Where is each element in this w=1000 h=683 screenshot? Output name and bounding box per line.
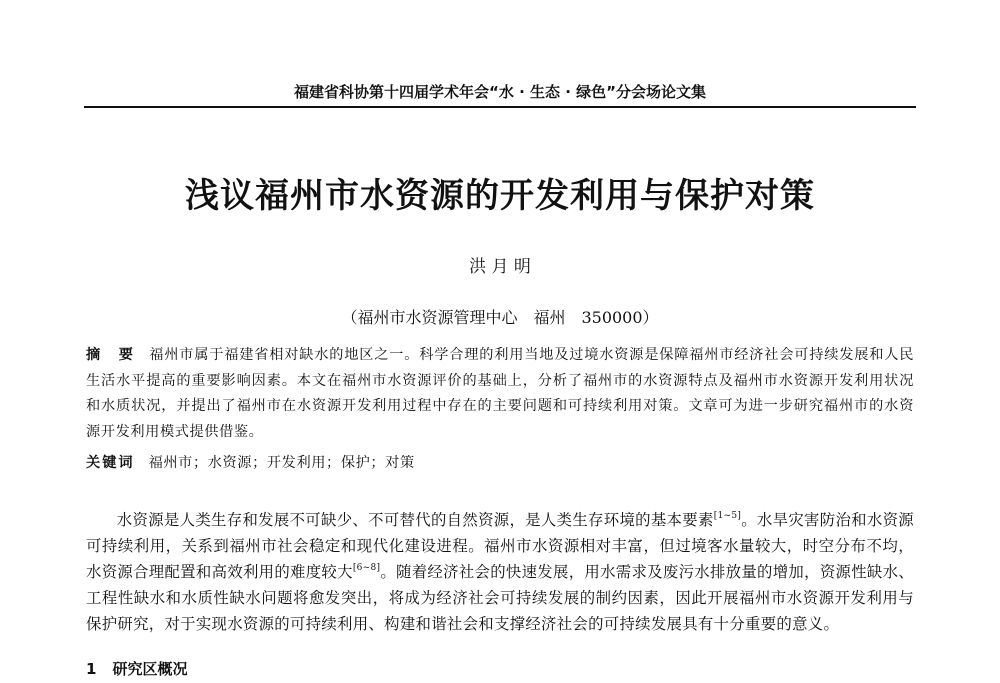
author-affiliation: （福州市水资源管理中心 福州 350000） <box>341 308 659 327</box>
body-text-2: 。水旱灾害防治和水资源可持续利用，关系到福州市社会稳定和现代化建设进程。福州市水资源相对丰富，但过境客水量较大，时空分布不均，水资源合理配置和高效利用的难度较大 <box>86 511 914 581</box>
section-title: 研究区概况 <box>112 660 188 678</box>
body-text-3: 。随着经济社会的快速发展，用水需求及废污水排放量的增加，资源性缺水、工程性缺水和水质性缺水问题将愈发突出，将成为经济社会可持续发展的制约因素，因此开展福州市水资源开发利用与保护研究，对于实现水资源的可持续利用、构建和谐社会和支撑经济社会的可持续发展具有十分重要的意义。 <box>86 563 914 633</box>
header-rule <box>84 106 916 108</box>
keywords-label: 关键词 <box>86 455 135 471</box>
author-name: 洪 月 明 <box>469 257 531 277</box>
citation-ref: [1~5] <box>713 511 742 521</box>
abstract <box>86 343 914 445</box>
body-paragraph <box>86 507 914 637</box>
citation-ref: [6~8] <box>352 563 381 573</box>
body-text-1: 水资源是人类生存和发展不可缺少、不可替代的自然资源，是人类生存环境的基本要素 <box>116 511 714 529</box>
paper-title: 浅议福州市水资源的开发利用与保护对策 <box>185 176 815 216</box>
keywords-text: 福州市；水资源；开发利用；保护；对策 <box>148 455 415 471</box>
section-number: 1 <box>86 660 97 678</box>
keywords <box>86 451 914 476</box>
running-head: 福建省科协第十四届学术年会“水 · 生态 · 绿色”分会场论文集 <box>293 83 706 101</box>
abstract-text: 福州市属于福建省相对缺水的地区之一。科学合理的利用当地及过境水资源是保障福州市经济社会可持续发展和人民生活水平提高的重要影响因素。本文在福州市水资源评价的基础上，分析了福州市的水资源特点及福州市水资源开发利用状况和水质状况，并提出了福州市在水资源开发利用过程中存在的主要问题和可持续利用对策。文章可为进一步研究福州市的水资源开发利用模式提供借鉴。 <box>86 347 914 440</box>
section-heading <box>86 658 187 679</box>
abstract-label: 摘 要 <box>86 347 136 363</box>
